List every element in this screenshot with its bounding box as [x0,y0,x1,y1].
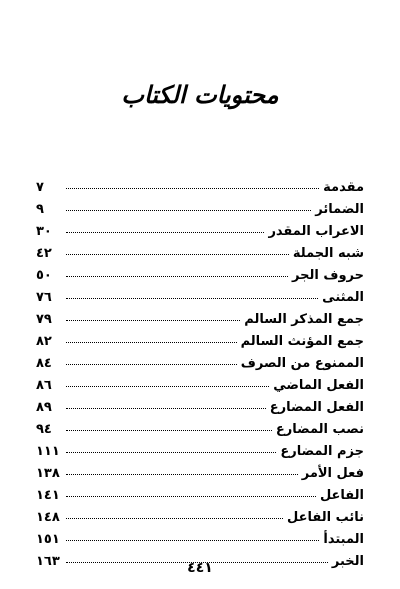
table-of-contents [36,180,364,576]
toc-entry-page: ٩ [36,202,44,217]
dot-leader [66,288,318,299]
toc-entry-label: الفعل الماضي [273,378,364,393]
toc-entry [36,422,364,444]
toc-entry [36,268,364,290]
toc-entry-page: ٧٦ [36,290,52,305]
toc-entry [36,356,364,378]
toc-entry-label: شبه الجملة [292,246,364,261]
dot-leader [66,200,311,211]
dot-leader [66,486,316,497]
toc-entry [36,444,364,466]
toc-entry [36,400,364,422]
toc-entry-page: ٨٦ [36,378,52,393]
toc-entry-page: ١٥١ [36,532,60,547]
toc-entry [36,532,364,554]
dot-leader [66,508,283,519]
dot-leader [66,398,266,409]
dot-leader [66,376,269,387]
toc-entry-page: ٨٤ [36,356,52,371]
toc-entry [36,312,364,334]
toc-entry [36,180,364,202]
toc-entry-label: الفاعل [319,488,364,503]
toc-entry-label: المبتدأ [323,532,364,547]
toc-entry-label: الاعراب المقدر [268,224,364,239]
dot-leader [66,530,319,541]
toc-entry-page: ١٤٨ [36,510,60,525]
toc-entry-page: ٤٢ [36,246,52,261]
toc-entry-label: الممنوع من الصرف [240,356,364,371]
toc-entry-page: ١٤١ [36,488,60,503]
toc-entry [36,246,364,268]
dot-leader [66,420,272,431]
toc-entry [36,202,364,224]
toc-entry-label: مقدمة [323,180,364,195]
toc-entry-label: حروف الجر [292,268,364,283]
page-number: ٤٤١ [187,560,213,576]
dot-leader [66,332,237,343]
toc-entry-label: نصب المضارع [275,422,364,437]
toc-entry-label: جمع المذكر السالم [244,312,364,327]
toc-entry-label: الضمائر [315,202,364,217]
toc-entry [36,466,364,488]
page-title: محتويات الكتاب [121,80,279,109]
toc-entry-label: نائب الفاعل [287,510,364,525]
toc-entry [36,510,364,532]
toc-entry-page: ٧٩ [36,312,52,327]
dot-leader [66,354,237,365]
toc-entry [36,224,364,246]
dot-leader [66,464,298,475]
toc-entry [36,378,364,400]
toc-entry [36,488,364,510]
toc-entry-page: ٨٩ [36,400,52,415]
toc-entry-label: الفعل المضارع [269,400,364,415]
toc-entry-page: ٣٠ [36,224,52,239]
toc-entry-page: ١٦٣ [36,554,60,569]
dot-leader [66,244,289,255]
dot-leader [66,222,264,233]
toc-entry-label: الخبر [331,554,364,569]
dot-leader [66,178,319,189]
dot-leader [66,266,288,277]
toc-entry-page: ١٣٨ [36,466,60,481]
toc-entry-label: فعل الأمر [301,466,364,481]
toc-entry-label: جمع المؤنث السالم [240,334,364,349]
toc-entry-page: ٧ [36,180,44,195]
toc-entry-page: ٩٤ [36,422,52,437]
toc-entry-page: ٨٢ [36,334,52,349]
toc-entry-label: المثنى [322,290,364,305]
toc-entry-label: جزم المضارع [280,444,364,459]
dot-leader [66,442,276,453]
toc-entry-page: ١١١ [36,444,60,459]
toc-entry [36,334,364,356]
toc-entry [36,290,364,312]
toc-entry-page: ٥٠ [36,268,52,283]
dot-leader [66,310,240,321]
